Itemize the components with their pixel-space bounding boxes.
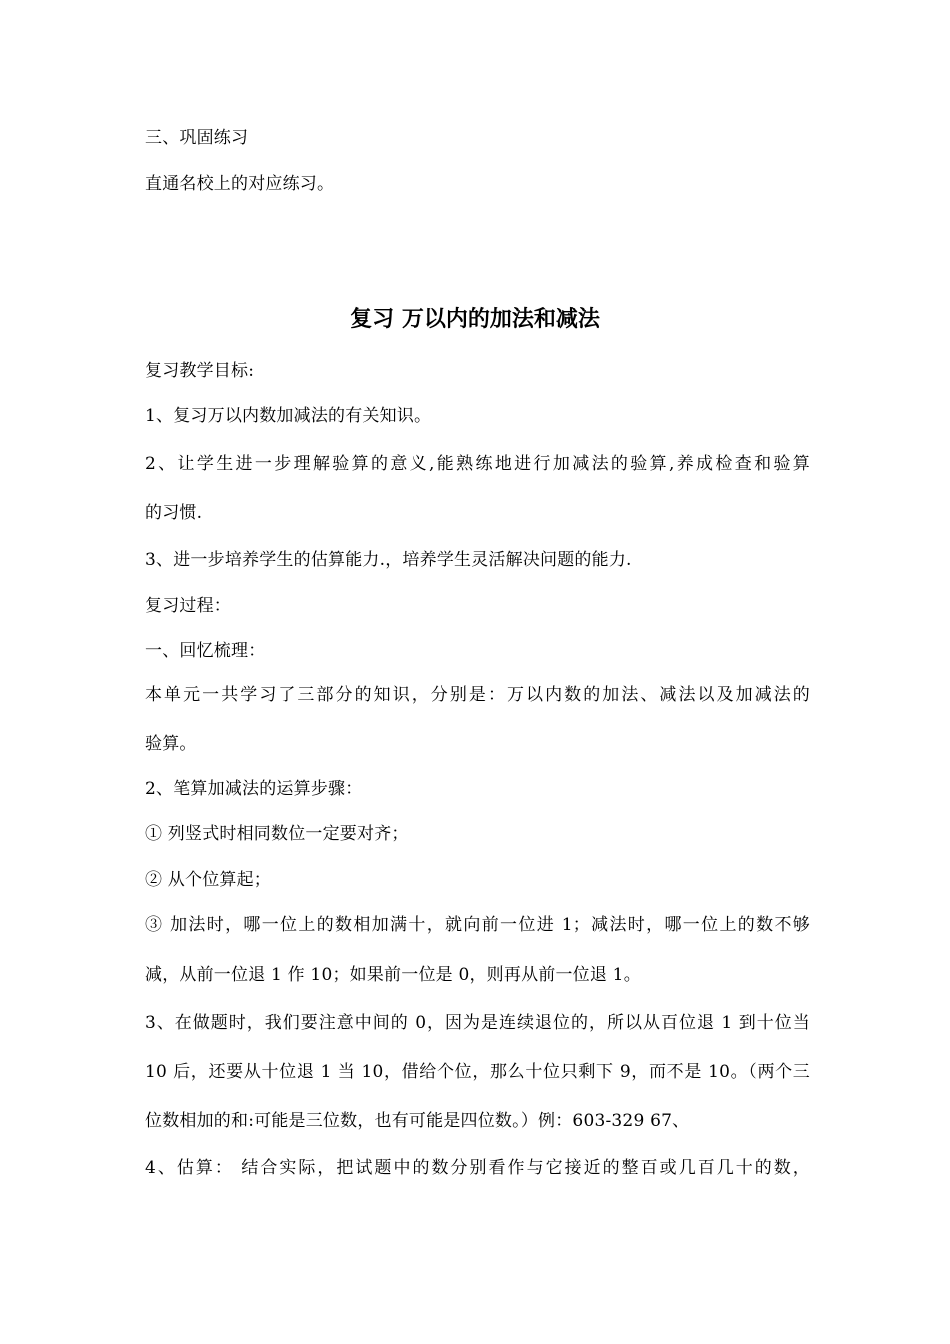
step-3-line-2: 减，从前一位退 1 作 10；如果前一位是 0，则再从前一位退 1。 (145, 965, 641, 985)
document-title: 复习 万以内的加法和减法 (350, 307, 600, 332)
part1-heading: 一、回忆梳理： (145, 641, 266, 661)
goal-item-3: 3、进一步培养学生的估算能力.，培养学生灵活解决问题的能力. (145, 550, 632, 570)
section-text: 直通名校上的对应练习。 (145, 174, 335, 194)
step-2: ② 从个位算起； (145, 870, 272, 890)
point-4-line-1: 4、估算： 结合实际，把试题中的数分别看作与它接近的整百或几百几十的数， (145, 1158, 810, 1178)
summary-line-2: 验算。 (145, 734, 197, 754)
point-3-line-3: 位数相加的和:可能是三位数，也有可能是四位数。）例：603-329 67、 (145, 1111, 690, 1131)
summary-line-1: 本单元一共学习了三部分的知识，分别是：万以内数的加法、减法以及加减法的 (145, 685, 810, 705)
step-3-line-1: ③ 加法时，哪一位上的数相加满十，就向前一位进 1；减法时，哪一位上的数不够 (145, 915, 810, 935)
goals-heading: 复习教学目标: (145, 361, 255, 381)
section-heading: 三、巩固练习 (145, 128, 249, 148)
goal-item-2-line-1: 2、让学生进一步理解验算的意义,能熟练地进行加减法的验算,养成检查和验算 (145, 454, 810, 474)
point-3-line-2: 10 后，还要从十位退 1 当 10，借给个位，那么十位只剩下 9，而不是 10。（两个三 (145, 1062, 810, 1082)
step-1: ① 列竖式时相同数位一定要对齐； (145, 824, 409, 844)
goal-item-1: 1、复习万以内数加减法的有关知识。 (145, 406, 432, 426)
point-3-line-1: 3、在做题时，我们要注意中间的 0，因为是连续退位的，所以从百位退 1 到十位当 (145, 1013, 810, 1033)
process-heading: 复习过程： (145, 596, 231, 616)
goal-item-2-line-2: 的习惯. (145, 503, 203, 523)
steps-heading: 2、笔算加减法的运算步骤： (145, 779, 363, 799)
